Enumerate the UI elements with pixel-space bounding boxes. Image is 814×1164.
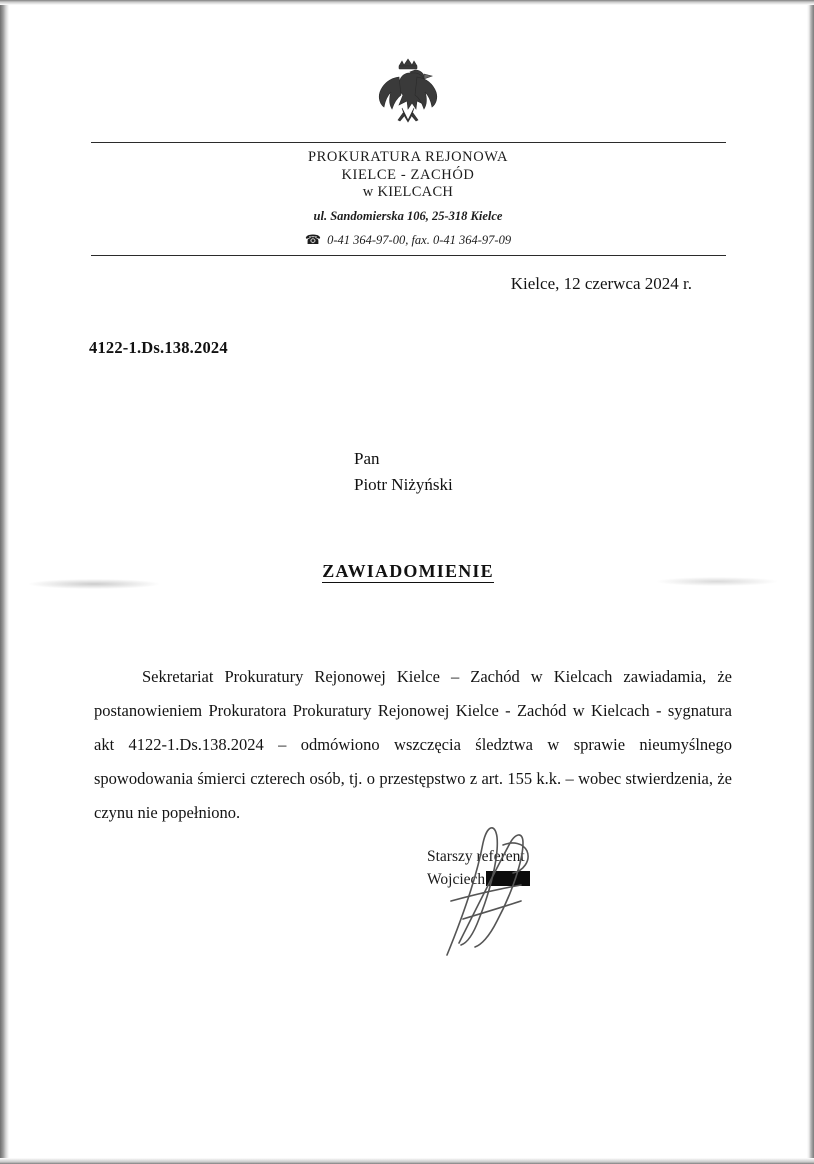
document-title-text: ZAWIADOMIENIE	[322, 560, 494, 581]
polish-eagle-emblem-icon	[371, 53, 445, 131]
scan-edge-bottom	[0, 1158, 814, 1164]
scan-edge-right	[807, 0, 814, 1164]
scan-smudge-right	[657, 577, 777, 586]
organization-line-1: PROKURATURA REJONOWA	[307, 149, 509, 165]
scan-smudge-left	[29, 579, 159, 589]
place-and-date: Kielce, 12 czerwca 2024 r.	[510, 274, 692, 294]
addressee-block	[354, 446, 807, 499]
organization-phone	[91, 232, 726, 248]
letterhead-rule-top	[91, 142, 726, 143]
case-number: 4122-1.Ds.138.2024	[89, 338, 228, 358]
document-body-paragraph: Sekretariat Prokuratury Rejonowej Kielce – Zachód w Kielcach zawiadamia, że postanowieniem Prokuratora Prokuratury Rejonowej Kielce - Zachód w Kielcach - sygnatura akt 4122-1.Ds.138.2024 – odmówiono wszczęcia śledztwa w sprawie nieumyślnego spowodowania śmierci czterech osób, tj. o przestępstwo z art. 155 k.k. – wobec stwierdzenia, że czynu nie popełniono.	[94, 666, 732, 822]
addressee-name: Piotr Niżyński	[354, 475, 453, 495]
letterhead	[91, 142, 726, 256]
organization-address: ul. Sandomierska 106, 25-318 Kielce	[313, 209, 503, 224]
signature-name-text: Wojciech	[427, 871, 486, 889]
signature-name	[427, 868, 657, 891]
telephone-icon: ☎	[304, 232, 322, 248]
document-body	[94, 660, 732, 830]
emblem-container	[9, 5, 807, 136]
organization-line-2: KIELCE - ZACHÓD	[341, 166, 475, 183]
signature-role: Starszy referent	[427, 848, 525, 865]
scan-edge-left	[0, 0, 9, 1164]
document-content	[9, 5, 807, 1158]
signature-block	[427, 845, 657, 892]
organization-line-3: w KIELCACH	[362, 184, 454, 201]
redaction-bar	[486, 871, 530, 886]
letterhead-rule-bottom	[91, 255, 726, 256]
organization-phone-text: 0-41 364-97-00, fax. 0-41 364-97-09	[327, 233, 512, 248]
addressee-salutation: Pan	[354, 449, 380, 469]
